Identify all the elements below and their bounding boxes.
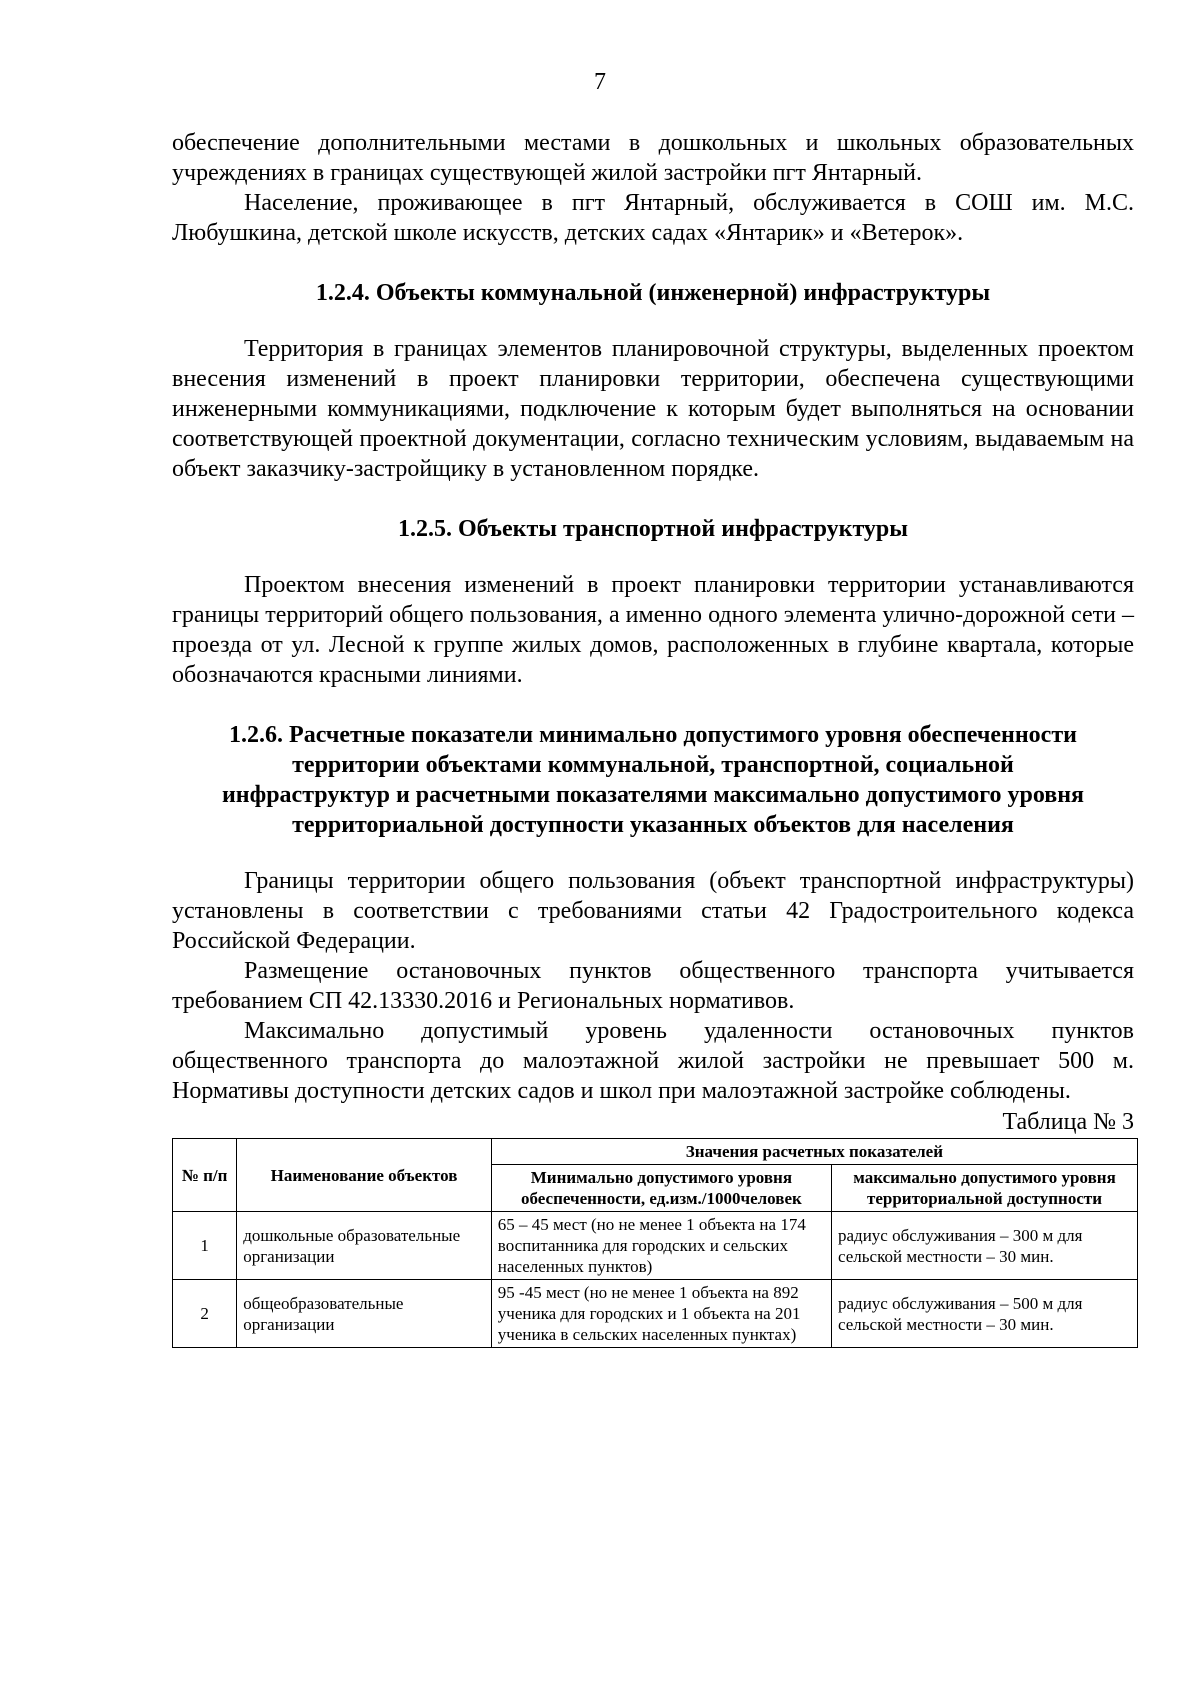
section-heading-1-2-5: 1.2.5. Объекты транспортной инфраструктуры <box>397 516 909 542</box>
cell-num: 2 <box>173 1280 237 1348</box>
section-text-1-2-4: Территория в границах элементов планировочной структуры, выделенных проектом внесения изменений в проект планировки территории, обеспечена существующими инженерными коммуникациями, подключение к которым будет выполняться на основании соответствующей проектной документации, согласно техническим условиям, выдаваемым на объект заказчику-застройщику в установленном порядке. <box>172 336 1134 482</box>
page-content <box>172 128 1134 1348</box>
table-row <box>173 1280 1138 1348</box>
header-max: максимально допустимого уровня территориальной доступности <box>832 1165 1138 1212</box>
header-min: Минимально допустимого уровня обеспеченности, ед.изм./1000человек <box>491 1165 831 1212</box>
heading-line: территории объектами коммунальной, транспортной, социальной <box>292 752 1014 778</box>
heading-line: территориальной доступности указанных объектов для населения <box>292 812 1014 838</box>
cell-name: дошкольные образовательные организации <box>237 1212 492 1280</box>
section-text-1-2-5: Проектом внесения изменений в проект планировки территории устанавливаются границы территорий общего пользования, а именно одного элемента улично-дорожной сети – проезда от ул. Лесной к группе жилых домов, расположенных в глубине квартала, которые обозначаются красными линиями. <box>172 572 1134 688</box>
section-text-1-2-6-boundaries: Границы территории общего пользования (объект транспортной инфраструктуры) установлены в соответствии с требованиями статьи 42 Градостроительного кодекса Российской Федерации. <box>172 868 1134 954</box>
cell-min: 95 -45 мест (но не менее 1 объекта на 892 ученика для городских и 1 объекта на 201 ученика в сельских населенных пунктах) <box>491 1280 831 1348</box>
header-num: № п/п <box>173 1139 237 1212</box>
paragraph-continuation: обеспечение дополнительными местами в дошкольных и школьных образовательных учреждениях в границах существующей жилой застройки пгт Янтарный. <box>172 130 1134 186</box>
table-caption: Таблица № 3 <box>1002 1109 1134 1135</box>
section-heading-1-2-6 <box>172 720 1134 840</box>
cell-max: радиус обслуживания – 500 м для сельской местности – 30 мин. <box>832 1280 1138 1348</box>
table-row <box>173 1212 1138 1280</box>
header-group: Значения расчетных показателей <box>491 1139 1137 1165</box>
section-text-1-2-6-distance: Максимально допустимый уровень удаленности остановочных пунктов общественного транспорта до малоэтажной жилой застройки не превышает 500 м. Нормативы доступности детских садов и школ при малоэтажной застройке соблюдены. <box>172 1018 1134 1104</box>
section-text-1-2-6-stops: Размещение остановочных пунктов общественного транспорта учитывается требованием СП 42.13330.2016 и Региональных нормативов. <box>172 958 1134 1014</box>
cell-min: 65 – 45 мест (но не менее 1 объекта на 174 воспитанника для городских и сельских населенных пунктов) <box>491 1212 831 1280</box>
cell-num: 1 <box>173 1212 237 1280</box>
heading-line: инфраструктур и расчетными показателями максимально допустимого уровня <box>221 782 1085 808</box>
norms-table <box>172 1138 1138 1348</box>
paragraph-population: Население, проживающее в пгт Янтарный, обслуживается в СОШ им. М.С. Любушкина, детской школе искусств, детских садах «Янтарик» и «Ветерок». <box>172 190 1134 246</box>
cell-name: общеобразовательные организации <box>237 1280 492 1348</box>
heading-line: 1.2.6. Расчетные показатели минимально допустимого уровня обеспеченности <box>229 722 1077 748</box>
header-name: Наименование объектов <box>237 1139 492 1212</box>
page-number: 7 <box>594 69 606 95</box>
cell-max: радиус обслуживания – 300 м для сельской местности – 30 мин. <box>832 1212 1138 1280</box>
section-heading-1-2-4: 1.2.4. Объекты коммунальной (инженерной) инфраструктуры <box>315 280 991 306</box>
